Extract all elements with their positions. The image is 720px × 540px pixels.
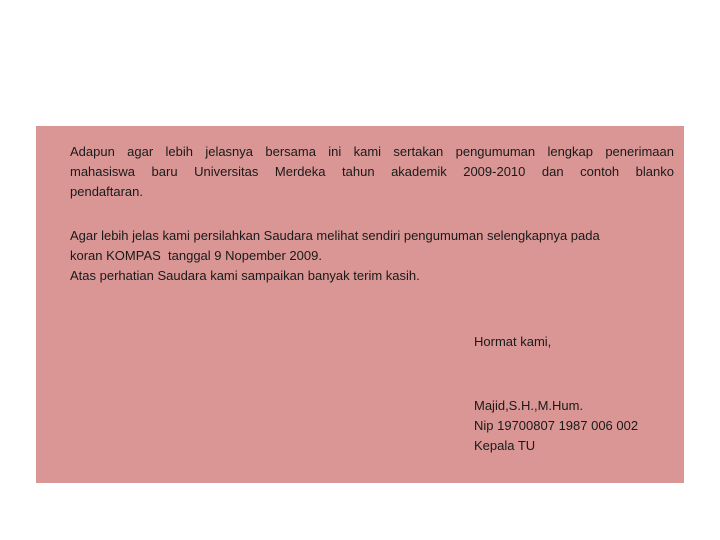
paragraph1-line3: pendaftaran. [70,184,144,199]
paragraph1-line1: Adapun agar lebih jelasnya bersama ini kami sertakan pengumuman lengkap penerimaan [70,144,674,159]
paragraph2-line2: koran KOMPAS tanggal 9 Nopember 2009. [70,248,322,263]
letter-box [36,126,684,483]
signer-position: Kepala TU [474,438,536,453]
closing-salutation: Hormat kami, [474,334,552,349]
paragraph2-line3: Atas perhatian Saudara kami sampaikan banyak terim kasih. [70,268,420,283]
signer-name: Majid,S.H.,M.Hum. [474,398,584,413]
signer-nip: Nip 19700807 1987 006 002 [474,418,639,433]
paragraph2-line1: Agar lebih jelas kami persilahkan Saudara melihat sendiri pengumuman selengkapnya pada [70,228,600,243]
signer-block [474,396,638,456]
paragraph-announcement [70,142,674,202]
paragraph1-line2: mahasiswa baru Universitas Merdeka tahun akademik 2009-2010 dan contoh blanko [70,164,674,179]
paragraph-invitation [70,226,674,286]
